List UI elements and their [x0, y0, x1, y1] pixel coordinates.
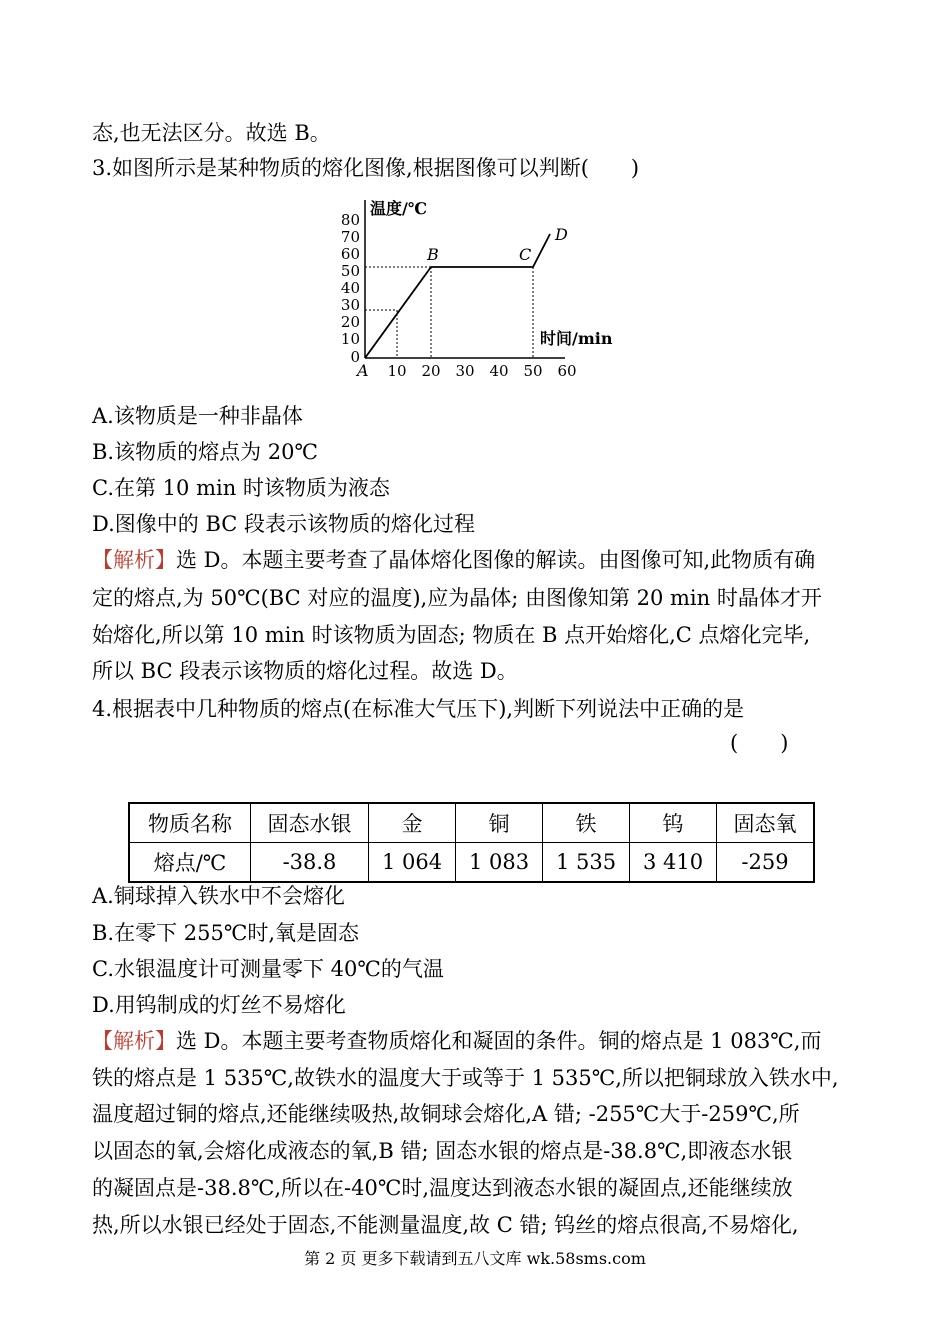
table-cell: 铜 [456, 803, 543, 843]
q3-option-c: C.在第 10 min 时该物质为液态 [92, 476, 390, 500]
q4-option-a: A.铜球掉入铁水中不会熔化 [92, 884, 345, 908]
point-label-a: A [357, 361, 369, 380]
table-cell: 固态氧 [717, 803, 815, 843]
y-tick: 70 [340, 228, 360, 246]
point-label-c: C [519, 245, 532, 264]
x-tick: 50 [523, 362, 543, 380]
table-cell: 铁 [543, 803, 630, 843]
q4-analysis-line: 铁的熔点是 1 535℃,故铁水的温度大于或等于 1 535℃,所以把铜球放入铁水中, [92, 1066, 839, 1090]
x-tick-labels [387, 362, 576, 380]
q3-analysis-line: 定的熔点,为 50℃(BC 对应的温度),应为晶体; 由图像知第 20 min 时晶体才开 [92, 586, 822, 610]
table-cell: 钨 [630, 803, 717, 843]
table-cell: 固态水银 [251, 803, 369, 843]
y-tick-labels [341, 211, 360, 366]
q3-analysis-line: 所以 BC 段表示该物质的熔化过程。故选 D。 [92, 659, 518, 683]
table-cell: 物质名称 [129, 803, 251, 843]
table-cell: 1 535 [543, 843, 630, 883]
analysis-tag: 【解析】 [92, 548, 176, 572]
q3-analysis-line: 【解析】选 D。本题主要考查了晶体熔化图像的解读。由图像可知,此物质有确 [92, 548, 816, 572]
y-tick: 80 [340, 211, 360, 229]
table-row [129, 843, 814, 883]
table-cell: -38.8 [251, 843, 369, 883]
q4-stem: 4.根据表中几种物质的熔点(在标准大气压下),判断下列说法中正确的是 [92, 697, 745, 721]
x-tick: 10 [387, 362, 407, 380]
y-tick: 0 [350, 348, 360, 366]
x-tick: 60 [557, 362, 577, 380]
table-cell: 3 410 [630, 843, 717, 883]
table-cell: 1 064 [369, 843, 456, 883]
point-label-d: D [555, 225, 568, 244]
y-tick: 30 [340, 296, 360, 314]
analysis-tag: 【解析】 [92, 1029, 176, 1053]
y-axis-label: 温度/℃ [370, 199, 428, 218]
q4-analysis-line: 的凝固点是-38.8℃,所以在-40℃时,温度达到液态水银的凝固点,还能继续放 [92, 1176, 793, 1200]
y-tick: 40 [340, 279, 360, 297]
x-tick: 30 [455, 362, 475, 380]
q3-option-a: A.该物质是一种非晶体 [92, 404, 303, 428]
table-cell: -259 [717, 843, 815, 883]
q3-analysis-line: 始熔化,所以第 10 min 时该物质为固态; 物质在 B 点开始熔化,C 点熔化完毕, [92, 623, 811, 647]
point-label-b: B [427, 245, 439, 264]
prev-answer-tail: 态,也无法区分。故选 B。 [92, 121, 331, 145]
guide-lines [365, 267, 533, 358]
q3-stem: 3.如图所示是某种物质的熔化图像,根据图像可以判断( ) [92, 156, 640, 180]
q4-option-d: D.用钨制成的灯丝不易熔化 [92, 993, 346, 1017]
q4-answer-paren: ( ) [730, 731, 789, 755]
x-tick: 20 [421, 362, 441, 380]
page-footer: 第 2 页 更多下载请到五八文库 wk.58sms.com [304, 1249, 646, 1268]
q4-analysis-line: 温度超过铜的熔点,还能继续吸热,故铜球会熔化,A 错; -255℃大于-259℃,所 [92, 1102, 800, 1126]
q4-option-b: B.在零下 255℃时,氧是固态 [92, 921, 360, 945]
table-cell: 熔点/℃ [129, 843, 251, 883]
melting-point-table [128, 802, 815, 883]
q3-option-b: B.该物质的熔点为 20℃ [92, 440, 318, 464]
q4-analysis-line: 以固态的氧,会熔化成液态的氧,B 错; 固态水银的熔点是-38.8℃,即液态水银 [92, 1139, 793, 1163]
table-cell: 1 083 [456, 843, 543, 883]
melting-graph [330, 194, 630, 384]
q4-option-c: C.水银温度计可测量零下 40℃的气温 [92, 957, 444, 981]
y-tick: 50 [340, 262, 360, 280]
q4-analysis-line: 热,所以水银已经处于固态,不能测量温度,故 C 错; 钨丝的熔点很高,不易熔化, [92, 1213, 799, 1237]
q4-analysis-line: 【解析】选 D。本题主要考查物质熔化和凝固的条件。铜的熔点是 1 083℃,而 [92, 1029, 822, 1053]
y-tick: 60 [340, 245, 360, 263]
q3-option-d: D.图像中的 BC 段表示该物质的熔化过程 [92, 512, 476, 536]
x-tick: 40 [489, 362, 509, 380]
table-cell: 金 [369, 803, 456, 843]
y-tick: 20 [340, 313, 360, 331]
table-row [129, 803, 814, 843]
y-tick: 10 [340, 330, 360, 348]
x-axis-label: 时间/min [540, 329, 613, 348]
